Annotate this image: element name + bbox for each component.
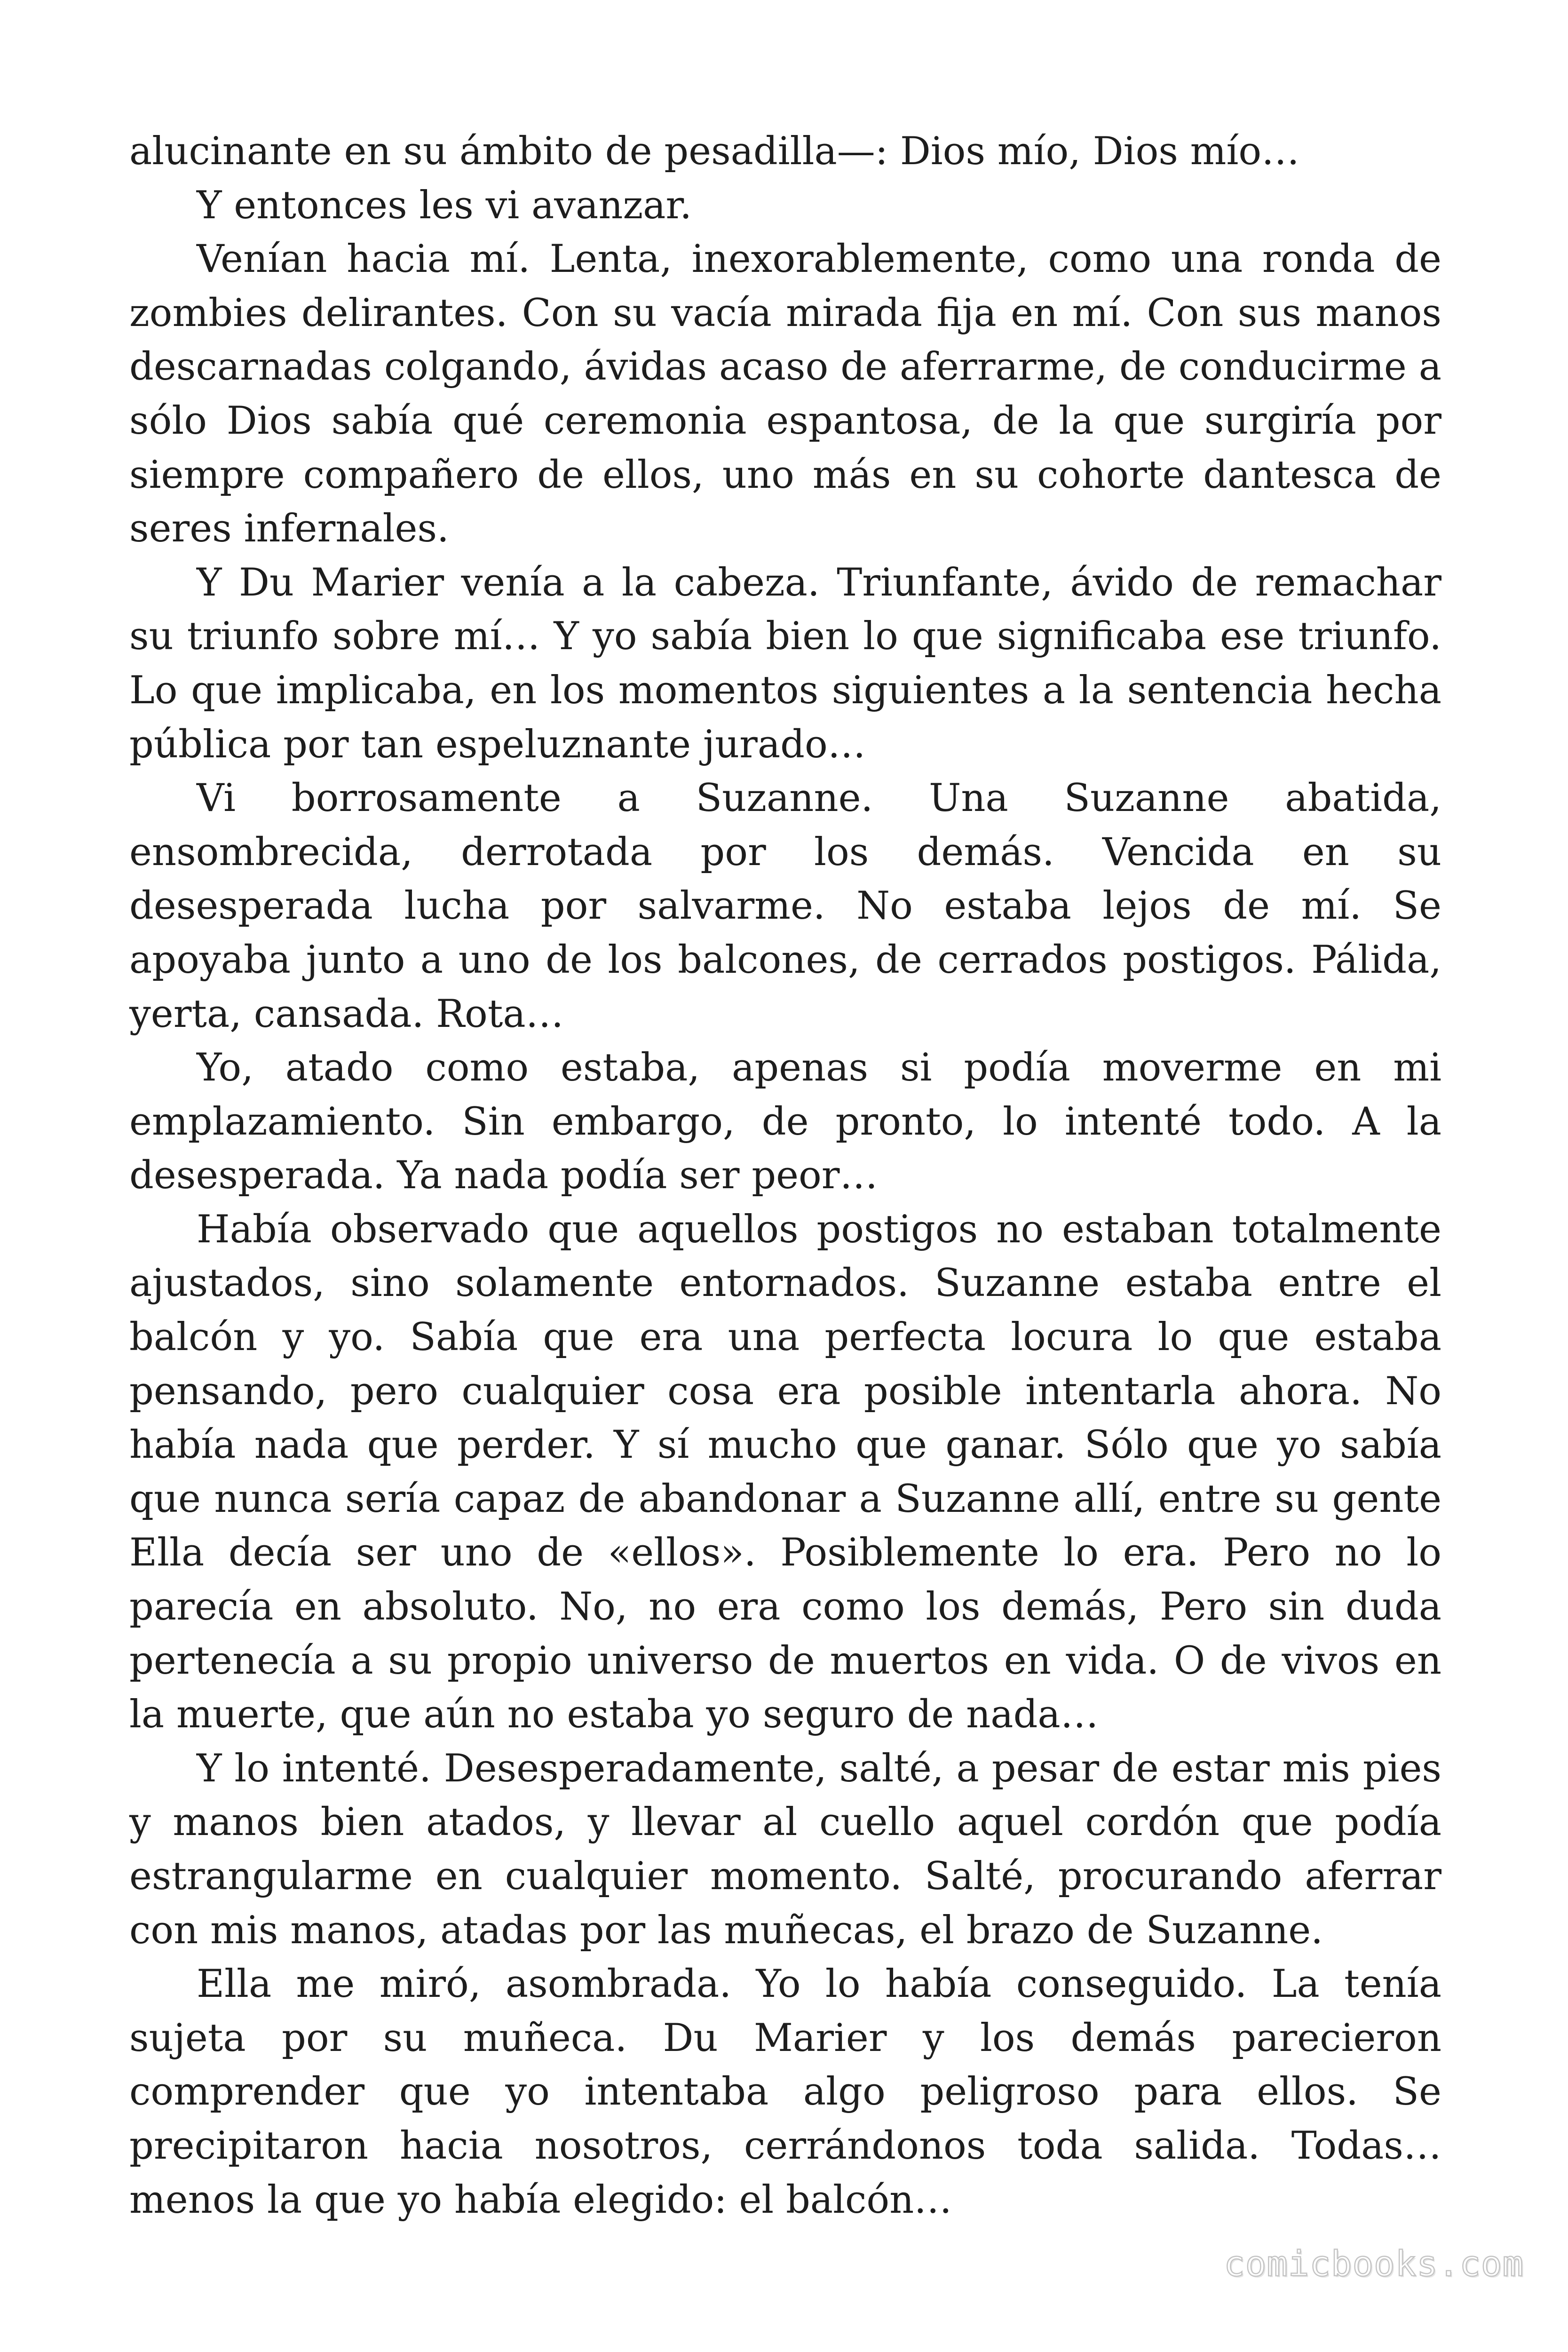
- watermark: comicbooks.com: [1224, 2244, 1524, 2284]
- paragraph: alucinante en su ámbito de pesadilla—: Dios mío, Dios mío…: [129, 129, 1300, 174]
- paragraph: Yo, atado como estaba, apenas si podía moverme en mi emplazamiento. Sin embargo, de pronto, lo intenté todo. A la desesperada. Ya nada podía ser peor…: [129, 1046, 1441, 1198]
- paragraph: Y lo intenté. Desesperadamente, salté, a pesar de estar mis pies y manos bien atados, y llevar al cuello aquel cordón que podía estrangularme en cualquier momento. Salté, procurando aferrar con mis manos, atadas por las muñecas, el brazo de Suzanne.: [129, 1746, 1441, 1953]
- paragraph: Y entonces les vi avanzar.: [197, 183, 692, 228]
- paragraph: Venían hacia mí. Lenta, inexorablemente, como una ronda de zombies delirantes. Con su vacía mirada fija en mí. Con sus manos descarnadas colgando, ávidas acaso de aferrarme, de conducirme a sólo Dios sabía qué ceremonia espantosa, de la que surgiría por siempre compañero de ellos, uno más en su cohorte dantesca de seres infernales.: [129, 237, 1441, 551]
- paragraph: Vi borrosamente a Suzanne. Una Suzanne abatida, ensombrecida, derrotada por los demás. Vencida en su desesperada lucha por salvarme. No estaba lejos de mí. Se apoyaba junto a uno de los balcones, de cerrados postigos. Pálida, yerta, cansada. Rota…: [129, 776, 1441, 1036]
- paragraph: Había observado que aquellos postigos no estaban totalmente ajustados, sino solamente entornados. Suzanne estaba entre el balcón y yo. Sabía que era una perfecta locura lo que estaba pensando, pero cualquier cosa era posible intentarla ahora. No había nada que perder. Y sí mucho que ganar. Sólo que yo sabía que nunca sería capaz de abandonar a Suzanne allí, entre su gente Ella decía ser uno de «ellos». Posiblemente lo era. Pero no lo parecía en absoluto. No, no era como los demás, Pero sin duda pertenecía a su propio universo de muertos en vida. O de vivos en la muerte, que aún no estaba yo seguro de nada…: [129, 1207, 1441, 1737]
- paragraph: Ella me miró, asombrada. Yo lo había conseguido. La tenía sujeta por su muñeca. Du Marier y los demás parecieron comprender que yo intentaba algo peligroso para ellos. Se precipitaron hacia nosotros, cerrándonos toda salida. Todas… menos la que yo había elegido: el balcón…: [129, 1962, 1441, 2222]
- body-text: [129, 125, 1441, 2227]
- paragraph: Y Du Marier venía a la cabeza. Triunfante, ávido de remachar su triunfo sobre mí… Y yo sabía bien lo que significaba ese triunfo. Lo que implicaba, en los momentos siguientes a la sentencia hecha pública por tan espeluznante jurado…: [129, 560, 1441, 767]
